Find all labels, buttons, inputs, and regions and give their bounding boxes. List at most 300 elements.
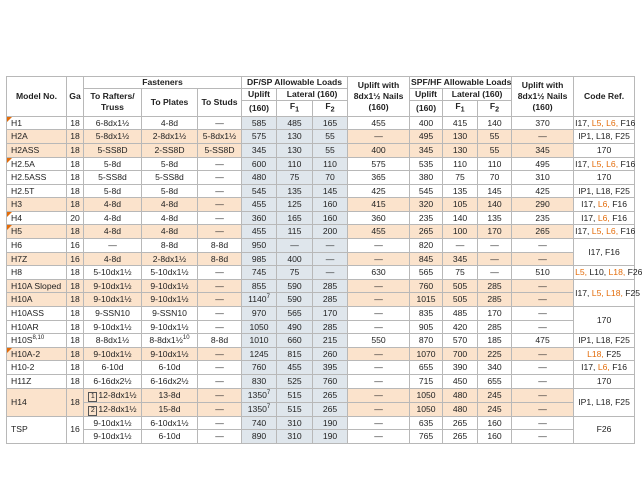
df-uplift-nails-cell: 575 xyxy=(348,157,410,171)
header-spf-uplift: Uplift xyxy=(410,89,443,101)
spf-f2-cell: 655 xyxy=(478,375,512,389)
header-spfhf: SPF/HF Allowable Loads xyxy=(411,77,512,87)
table-row xyxy=(7,375,635,389)
spf-f2-cell: — xyxy=(478,252,512,266)
table-row xyxy=(7,361,635,375)
df-f2-cell: 55 xyxy=(313,143,348,157)
spf-uplift-cell: 1050 xyxy=(410,402,443,416)
spf-f2-cell: 285 xyxy=(478,320,512,334)
ga-cell: 18 xyxy=(67,320,84,334)
df-f1-cell: 310 xyxy=(277,416,313,430)
spf-uplift-nails-cell: 370 xyxy=(512,116,574,130)
header-df-lateral: Lateral (160) xyxy=(277,89,348,101)
code-ref-cell: 170 xyxy=(574,171,635,185)
df-uplift-nails-cell: — xyxy=(348,347,410,361)
plates-cell: 4-8d xyxy=(142,225,198,239)
studs-cell: — xyxy=(198,430,242,444)
df-f2-cell: 160 xyxy=(313,198,348,212)
model-cell: H11Z xyxy=(7,375,67,389)
df-f2-cell: 200 xyxy=(313,225,348,239)
table-row xyxy=(7,225,635,239)
model-cell: H2.5ASS xyxy=(7,171,67,185)
new-product-flag-icon xyxy=(7,212,12,217)
spf-f2-cell: 55 xyxy=(478,143,512,157)
spf-f1-cell: 110 xyxy=(443,157,478,171)
spf-f2-cell: 245 xyxy=(478,388,512,402)
spf-uplift-nails-cell: — xyxy=(512,416,574,430)
spf-uplift-nails-cell: 265 xyxy=(512,225,574,239)
table-row xyxy=(7,143,635,157)
df-f2-cell: 190 xyxy=(313,430,348,444)
spf-f1-cell: 420 xyxy=(443,320,478,334)
df-uplift-cell: 890 xyxy=(242,430,277,444)
table-row xyxy=(7,334,635,348)
spf-f1-cell: 485 xyxy=(443,307,478,321)
model-cell: H2A xyxy=(7,130,67,144)
spf-uplift-nails-cell: — xyxy=(512,293,574,307)
plates-cell: 15-8d xyxy=(142,402,198,416)
studs-cell: — xyxy=(198,211,242,225)
spf-uplift-cell: 235 xyxy=(410,211,443,225)
header-spf-uplift-nails: Uplift with 8dx1½ Nails (160) xyxy=(512,77,574,117)
spf-uplift-nails-cell: 475 xyxy=(512,334,574,348)
ga-cell: 18 xyxy=(67,307,84,321)
spf-f2-cell: 160 xyxy=(478,430,512,444)
studs-cell: — xyxy=(198,416,242,430)
new-product-flag-icon xyxy=(7,348,12,353)
spf-uplift-cell: 905 xyxy=(410,320,443,334)
df-uplift-nails-cell: — xyxy=(348,252,410,266)
plates-cell: 13-8d xyxy=(142,388,198,402)
df-uplift-cell: 1245 xyxy=(242,347,277,361)
spf-f2-cell: 145 xyxy=(478,184,512,198)
plates-cell: 8-8dx1½$^{10}$ xyxy=(142,334,198,348)
spf-f2-cell: 55 xyxy=(478,130,512,144)
spf-f1-cell: 75 xyxy=(443,171,478,185)
studs-cell: 5-8dx1½ xyxy=(198,130,242,144)
df-f1-cell: 590 xyxy=(277,293,313,307)
spf-uplift-nails-cell: — xyxy=(512,388,574,402)
ga-cell: 20 xyxy=(67,211,84,225)
model-cell: H8 xyxy=(7,266,67,280)
code-ref-cell: L18, F25 xyxy=(574,347,635,361)
spf-uplift-nails-cell: — xyxy=(512,252,574,266)
df-uplift-cell: 600 xyxy=(242,157,277,171)
df-f1-cell: 660 xyxy=(277,334,313,348)
plates-cell: 6-16dx2½ xyxy=(142,375,198,389)
rafters-cell: 9-SSN10 xyxy=(84,307,142,321)
df-f2-cell: 110 xyxy=(313,157,348,171)
plates-cell: 9-SSN10 xyxy=(142,307,198,321)
df-uplift-nails-cell: 400 xyxy=(348,143,410,157)
table-row xyxy=(7,211,635,225)
df-f2-cell: 145 xyxy=(313,184,348,198)
rafters-cell: 5-8d xyxy=(84,184,142,198)
spf-f1-cell: 100 xyxy=(443,225,478,239)
spf-uplift-nails-cell: — xyxy=(512,430,574,444)
ga-cell: 16 xyxy=(67,416,84,443)
df-uplift-cell: 760 xyxy=(242,361,277,375)
df-uplift-cell: 745 xyxy=(242,266,277,280)
studs-cell: — xyxy=(198,402,242,416)
code-ref-cell: I17, L5, L6, F16 xyxy=(574,225,635,239)
ga-cell: 18 xyxy=(67,347,84,361)
rafters-cell: 9-10dx1½ xyxy=(84,320,142,334)
df-uplift-cell: 985 xyxy=(242,252,277,266)
df-uplift-cell: 1140$^7$ xyxy=(242,293,277,307)
model-cell: H10A Sloped xyxy=(7,279,67,293)
spf-f1-cell: 480 xyxy=(443,402,478,416)
ga-cell: 18 xyxy=(67,375,84,389)
df-uplift-nails-cell: 455 xyxy=(348,225,410,239)
spf-f1-cell: 130 xyxy=(443,130,478,144)
df-uplift-nails-cell: — xyxy=(348,402,410,416)
model-cell: H3 xyxy=(7,198,67,212)
df-f2-cell: 285 xyxy=(313,279,348,293)
df-f2-cell: — xyxy=(313,239,348,253)
code-ref-cell: 170 xyxy=(574,375,635,389)
df-f1-cell: 130 xyxy=(277,130,313,144)
df-f1-cell: 515 xyxy=(277,402,313,416)
spf-f1-cell: 265 xyxy=(443,430,478,444)
studs-cell: — xyxy=(198,198,242,212)
df-f1-cell: 525 xyxy=(277,375,313,389)
ga-cell: 18 xyxy=(67,143,84,157)
df-uplift-nails-cell: 455 xyxy=(348,116,410,130)
df-f2-cell: 285 xyxy=(313,320,348,334)
table-body xyxy=(7,116,642,443)
spf-f2-cell: 170 xyxy=(478,307,512,321)
header-spf-f1: $F_1$ xyxy=(443,101,478,117)
code-ref-cell: IP1, L18, F25 xyxy=(574,388,635,416)
df-f1-cell: 455 xyxy=(277,361,313,375)
df-uplift-nails-cell: 365 xyxy=(348,171,410,185)
df-f2-cell: 165 xyxy=(313,116,348,130)
new-product-flag-icon xyxy=(7,158,12,163)
df-f2-cell: 285 xyxy=(313,293,348,307)
model-cell: H10ASS xyxy=(7,307,67,321)
df-uplift-cell: 360 xyxy=(242,211,277,225)
studs-cell: — xyxy=(198,361,242,375)
spf-uplift-cell: 870 xyxy=(410,334,443,348)
df-uplift-nails-cell: — xyxy=(348,130,410,144)
code-ref-cell: I17, L6, F16 xyxy=(574,198,635,212)
spf-f1-cell: 105 xyxy=(443,198,478,212)
header-dfsp: DF/SP Allowable Loads xyxy=(242,77,348,89)
header-spf-uplift-160: (160) xyxy=(410,101,443,117)
spf-f2-cell: 140 xyxy=(478,116,512,130)
df-uplift-nails-cell: 415 xyxy=(348,198,410,212)
rafters-cell: 5-8d xyxy=(84,157,142,171)
table-row xyxy=(7,279,635,293)
plates-cell: 6-10dx1½ xyxy=(142,416,198,430)
model-cell: $H10S^{8,10}$ xyxy=(7,334,67,348)
row-number-badge: 1 xyxy=(88,392,97,402)
df-uplift-cell: 1350$^7$ xyxy=(242,402,277,416)
spf-uplift-cell: 845 xyxy=(410,252,443,266)
studs-cell: — xyxy=(198,293,242,307)
plates-cell: 2-8dx1½ xyxy=(142,252,198,266)
df-uplift-nails-cell: — xyxy=(348,388,410,402)
df-uplift-cell: 455 xyxy=(242,225,277,239)
rafters-cell: 4-8d xyxy=(84,198,142,212)
spf-f1-cell: 390 xyxy=(443,361,478,375)
table-row xyxy=(7,157,635,171)
spf-uplift-cell: 715 xyxy=(410,375,443,389)
plates-cell: 9-10dx1½ xyxy=(142,320,198,334)
spf-f1-cell: — xyxy=(443,239,478,253)
df-f2-cell: 265 xyxy=(313,388,348,402)
df-uplift-cell: 740 xyxy=(242,416,277,430)
table-row xyxy=(7,252,635,266)
spf-uplift-cell: 400 xyxy=(410,116,443,130)
rafters-cell: 9-10dx1½ xyxy=(84,347,142,361)
plates-cell: 4-8d xyxy=(142,211,198,225)
allowable-loads-table xyxy=(6,76,642,444)
df-f1-cell: 565 xyxy=(277,307,313,321)
spf-uplift-cell: 1015 xyxy=(410,293,443,307)
table-row xyxy=(7,402,635,416)
plates-cell: 9-10dx1½ xyxy=(142,293,198,307)
model-cell: H2ASS xyxy=(7,143,67,157)
code-ref-cell: I17, F16 xyxy=(574,239,635,266)
plates-cell: 6-10d xyxy=(142,361,198,375)
model-cell: H10A-2 xyxy=(7,347,67,361)
studs-cell: — xyxy=(198,279,242,293)
ga-cell: 18 xyxy=(67,171,84,185)
ga-cell: 18 xyxy=(67,266,84,280)
df-f1-cell: 165 xyxy=(277,211,313,225)
studs-cell: 8-8d xyxy=(198,334,242,348)
spf-f2-cell: 285 xyxy=(478,293,512,307)
code-ref-cell: IP1, L18, F25 xyxy=(574,130,635,144)
rafters-cell: 9-10dx1½ xyxy=(84,430,142,444)
header-ga: Ga xyxy=(67,77,84,117)
model-cell: H10-2 xyxy=(7,361,67,375)
df-uplift-cell: 1050 xyxy=(242,320,277,334)
plates-cell: 6-10d xyxy=(142,430,198,444)
code-ref-cell: I17, L6, F16 xyxy=(574,361,635,375)
header-fasteners: Fasteners xyxy=(84,77,242,89)
code-ref-cell: I17, L5, L6, F16 xyxy=(574,116,635,130)
ga-cell: 16 xyxy=(67,252,84,266)
spf-uplift-nails-cell: 235 xyxy=(512,211,574,225)
header-model: Model No. xyxy=(7,77,67,117)
df-uplift-nails-cell: — xyxy=(348,307,410,321)
code-ref-cell: I17, L5, L18, F25 xyxy=(574,279,635,306)
model-cell: H7Z xyxy=(7,252,67,266)
rafters-cell: 4-8d xyxy=(84,211,142,225)
spf-uplift-cell: 820 xyxy=(410,239,443,253)
spf-uplift-nails-cell: — xyxy=(512,307,574,321)
spf-uplift-cell: 565 xyxy=(410,266,443,280)
ga-cell: 18 xyxy=(67,225,84,239)
header-to-rafters: To Rafters/ Truss xyxy=(84,89,142,117)
spf-f1-cell: 480 xyxy=(443,388,478,402)
spf-f1-cell: 75 xyxy=(443,266,478,280)
studs-cell: — xyxy=(198,171,242,185)
header-to-plates: To Plates xyxy=(142,89,198,117)
spf-f1-cell: 135 xyxy=(443,184,478,198)
code-ref-cell: 170 xyxy=(574,307,635,334)
studs-cell: — xyxy=(198,388,242,402)
df-f2-cell: 265 xyxy=(313,402,348,416)
spf-f2-cell: 245 xyxy=(478,402,512,416)
df-f2-cell: 170 xyxy=(313,307,348,321)
code-ref-cell: F26 xyxy=(574,416,635,443)
table-row xyxy=(7,130,635,144)
row-number-badge: 2 xyxy=(88,406,97,416)
df-f2-cell: 215 xyxy=(313,334,348,348)
plates-cell: 4-8d xyxy=(142,116,198,130)
spf-uplift-cell: 345 xyxy=(410,143,443,157)
model-cell: H1 xyxy=(7,116,67,130)
df-uplift-cell: 480 xyxy=(242,171,277,185)
plates-cell: 5-8d xyxy=(142,184,198,198)
load-table-container xyxy=(6,76,642,444)
spf-f2-cell: 140 xyxy=(478,198,512,212)
df-uplift-nails-cell: 360 xyxy=(348,211,410,225)
ga-cell: 16 xyxy=(67,239,84,253)
df-f1-cell: 110 xyxy=(277,157,313,171)
rafters-cell: 5-SS8D xyxy=(84,143,142,157)
studs-cell: 8-8d xyxy=(198,252,242,266)
df-f2-cell: — xyxy=(313,252,348,266)
spf-f2-cell: 160 xyxy=(478,416,512,430)
new-product-flag-icon xyxy=(7,117,12,122)
rafters-cell: — xyxy=(84,239,142,253)
table-row xyxy=(7,416,635,430)
spf-uplift-cell: 545 xyxy=(410,184,443,198)
df-uplift-cell: 585 xyxy=(242,116,277,130)
code-ref-cell: 170 xyxy=(574,143,635,157)
header-to-studs: To Studs xyxy=(198,89,242,117)
table-row xyxy=(7,198,635,212)
table-row xyxy=(7,239,635,253)
code-ref-cell: L5, L10, L18, F26 xyxy=(574,266,635,280)
rafters-cell: 4-8d xyxy=(84,225,142,239)
model-cell: H6 xyxy=(7,239,67,253)
df-f1-cell: — xyxy=(277,239,313,253)
rafters-cell: 5-SS8d xyxy=(84,171,142,185)
header-spf-lateral: Lateral (160) xyxy=(443,89,512,101)
rafters-cell: 8-8dx1½ xyxy=(84,334,142,348)
model-cell: H10AR xyxy=(7,320,67,334)
rafters-cell: 6-8dx1½ xyxy=(84,116,142,130)
df-f2-cell: 55 xyxy=(313,130,348,144)
table-row xyxy=(7,430,635,444)
studs-cell: — xyxy=(198,266,242,280)
studs-cell: — xyxy=(198,225,242,239)
spf-uplift-cell: 380 xyxy=(410,171,443,185)
df-uplift-nails-cell: 630 xyxy=(348,266,410,280)
spf-uplift-nails-cell: 495 xyxy=(512,157,574,171)
studs-cell: — xyxy=(198,375,242,389)
table-row xyxy=(7,116,635,130)
spf-f2-cell: 185 xyxy=(478,334,512,348)
table-row xyxy=(7,171,635,185)
spf-uplift-cell: 635 xyxy=(410,416,443,430)
model-cell: H4 xyxy=(7,211,67,225)
new-product-flag-icon xyxy=(7,225,12,230)
table-row xyxy=(7,320,635,334)
df-uplift-cell: 1350$^7$ xyxy=(242,388,277,402)
df-uplift-nails-cell: — xyxy=(348,416,410,430)
spf-uplift-nails-cell: 425 xyxy=(512,184,574,198)
spf-f2-cell: 170 xyxy=(478,225,512,239)
header-df-uplift-160: (160) xyxy=(242,101,277,117)
spf-uplift-nails-cell: 310 xyxy=(512,171,574,185)
spf-f1-cell: 450 xyxy=(443,375,478,389)
df-f1-cell: 815 xyxy=(277,347,313,361)
spf-uplift-nails-cell: — xyxy=(512,402,574,416)
header-spf-f2: $F_2$ xyxy=(478,101,512,117)
spf-uplift-nails-cell: 290 xyxy=(512,198,574,212)
code-ref-cell: IP1, L18, F25 xyxy=(574,334,635,348)
df-uplift-cell: 950 xyxy=(242,239,277,253)
table-row xyxy=(7,293,635,307)
df-f2-cell: 260 xyxy=(313,347,348,361)
rafters-cell: 9-10dx1½ xyxy=(84,279,142,293)
studs-cell: — xyxy=(198,307,242,321)
spf-f1-cell: 130 xyxy=(443,143,478,157)
ga-cell: 18 xyxy=(67,279,84,293)
spf-f1-cell: 265 xyxy=(443,416,478,430)
spf-uplift-cell: 760 xyxy=(410,279,443,293)
df-f1-cell: 590 xyxy=(277,279,313,293)
header-df-uplift-nails: Uplift with 8dx1½ Nails (160) xyxy=(348,77,410,117)
studs-cell: 8-8d xyxy=(198,239,242,253)
ga-cell: 18 xyxy=(67,184,84,198)
df-f1-cell: 515 xyxy=(277,388,313,402)
spf-uplift-nails-cell: 345 xyxy=(512,143,574,157)
ga-cell: 18 xyxy=(67,116,84,130)
ga-cell: 18 xyxy=(67,388,84,416)
model-cell: H2.5A xyxy=(7,157,67,171)
df-f1-cell: 490 xyxy=(277,320,313,334)
spf-f1-cell: 570 xyxy=(443,334,478,348)
model-cell: TSP xyxy=(7,416,67,443)
df-uplift-nails-cell: 550 xyxy=(348,334,410,348)
code-ref-cell: IP1, L18, F25 xyxy=(574,184,635,198)
df-f1-cell: 115 xyxy=(277,225,313,239)
df-uplift-cell: 1010 xyxy=(242,334,277,348)
df-uplift-nails-cell: — xyxy=(348,375,410,389)
plates-cell: 2-SS8D xyxy=(142,143,198,157)
df-f1-cell: 485 xyxy=(277,116,313,130)
plates-cell: 8-8d xyxy=(142,239,198,253)
ga-cell: 18 xyxy=(67,334,84,348)
df-f1-cell: 75 xyxy=(277,171,313,185)
plates-cell: 5-SS8d xyxy=(142,171,198,185)
spf-f1-cell: 345 xyxy=(443,252,478,266)
plates-cell: 2-8dx1½ xyxy=(142,130,198,144)
table-row xyxy=(7,388,635,402)
studs-cell: — xyxy=(198,320,242,334)
df-f1-cell: 130 xyxy=(277,143,313,157)
spf-uplift-cell: 495 xyxy=(410,130,443,144)
df-f2-cell: 395 xyxy=(313,361,348,375)
spf-uplift-cell: 1050 xyxy=(410,388,443,402)
model-cell: H10A xyxy=(7,293,67,307)
df-f2-cell: 70 xyxy=(313,171,348,185)
studs-cell: 5-SS8D xyxy=(198,143,242,157)
df-f1-cell: 400 xyxy=(277,252,313,266)
df-uplift-nails-cell: — xyxy=(348,430,410,444)
ga-cell: 18 xyxy=(67,293,84,307)
rafters-cell: 5-8dx1½ xyxy=(84,130,142,144)
rafters-cell: 6-10d xyxy=(84,361,142,375)
